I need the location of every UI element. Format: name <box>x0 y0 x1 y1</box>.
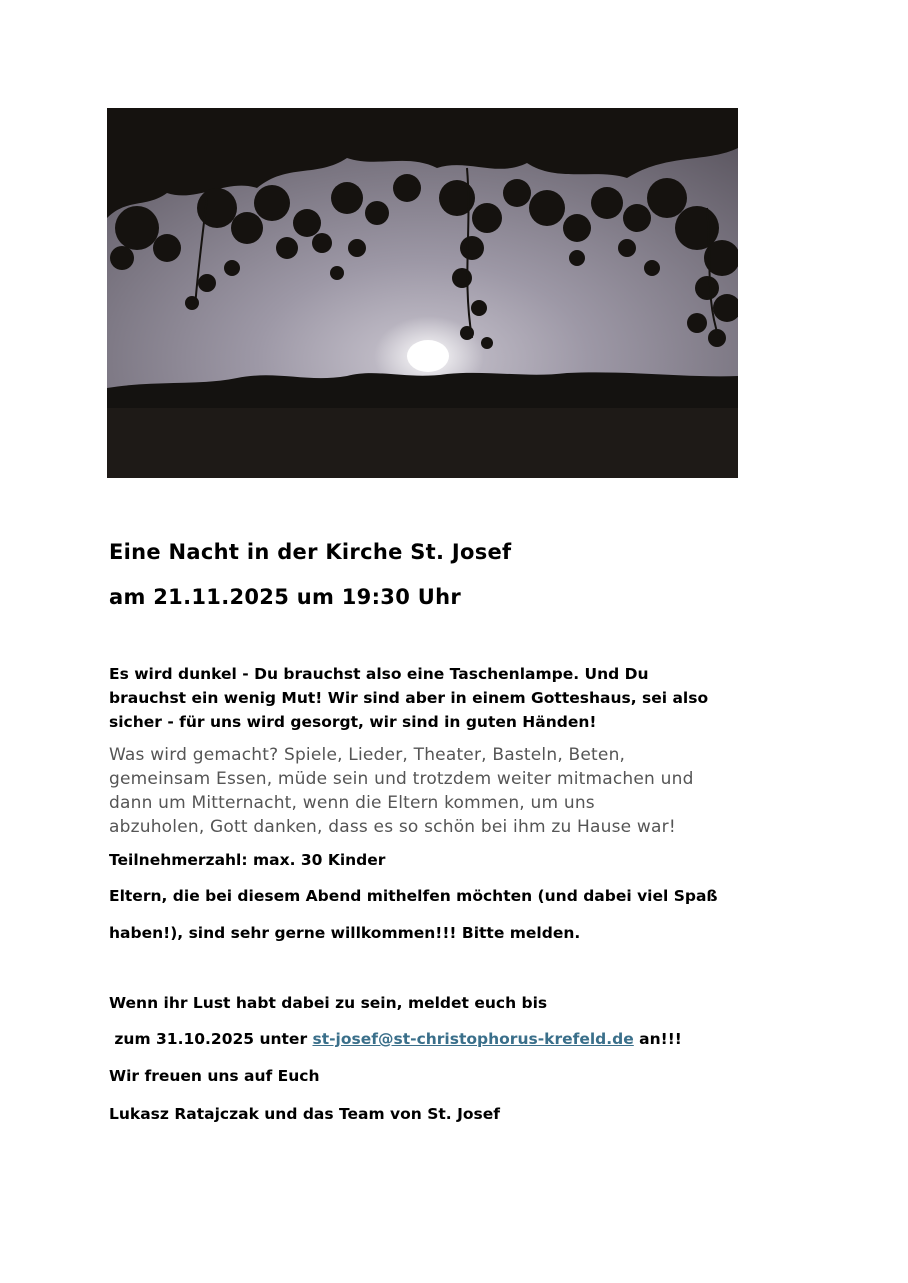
dark-field <box>107 408 738 478</box>
participant-limit: Teilnehmerzahl: max. 30 Kinder <box>109 851 386 869</box>
signature: Lukasz Ratajczak und das Team von St. Josef <box>109 1105 500 1123</box>
moon <box>407 340 449 372</box>
parents-help-line-2: haben!), sind sehr gerne willkommen!!! Bitte melden. <box>109 924 581 942</box>
page-title: Eine Nacht in der Kirche St. Josef <box>109 540 512 564</box>
activities-paragraph: Was wird gemacht? Spiele, Lieder, Theater, Basteln, Beten, gemeinsam Essen, müde sein und trotzdem weiter mitmachen und dann um Mitternacht, wenn die Eltern kommen, um uns abzuholen, Gott danken, dass es so schön bei ihm zu Hause war! <box>109 745 694 837</box>
intro-paragraph: Es wird dunkel - Du brauchst also eine Taschenlampe. Und Du brauchst ein wenig Mut! Wir sind aber in einem Gotteshaus, sei also sicher - für uns wird gesorgt, wir sind in guten Händen! <box>109 665 709 731</box>
signup-line-2: zum 31.10.2025 unter st-josef@st-christophorus-krefeld.de an!!! <box>109 1030 682 1048</box>
parents-help-line-1: Eltern, die bei diesem Abend mithelfen möchten (und dabei viel Spaß <box>109 887 718 905</box>
signup-line-1: Wenn ihr Lust habt dabei zu sein, meldet euch bis <box>109 994 548 1012</box>
email-link[interactable]: st-josef@st-christophorus-krefeld.de <box>312 1030 634 1048</box>
closing-line: Wir freuen uns auf Euch <box>109 1067 320 1085</box>
header-photo <box>107 108 738 478</box>
event-date-time: am 21.11.2025 um 19:30 Uhr <box>109 585 461 609</box>
